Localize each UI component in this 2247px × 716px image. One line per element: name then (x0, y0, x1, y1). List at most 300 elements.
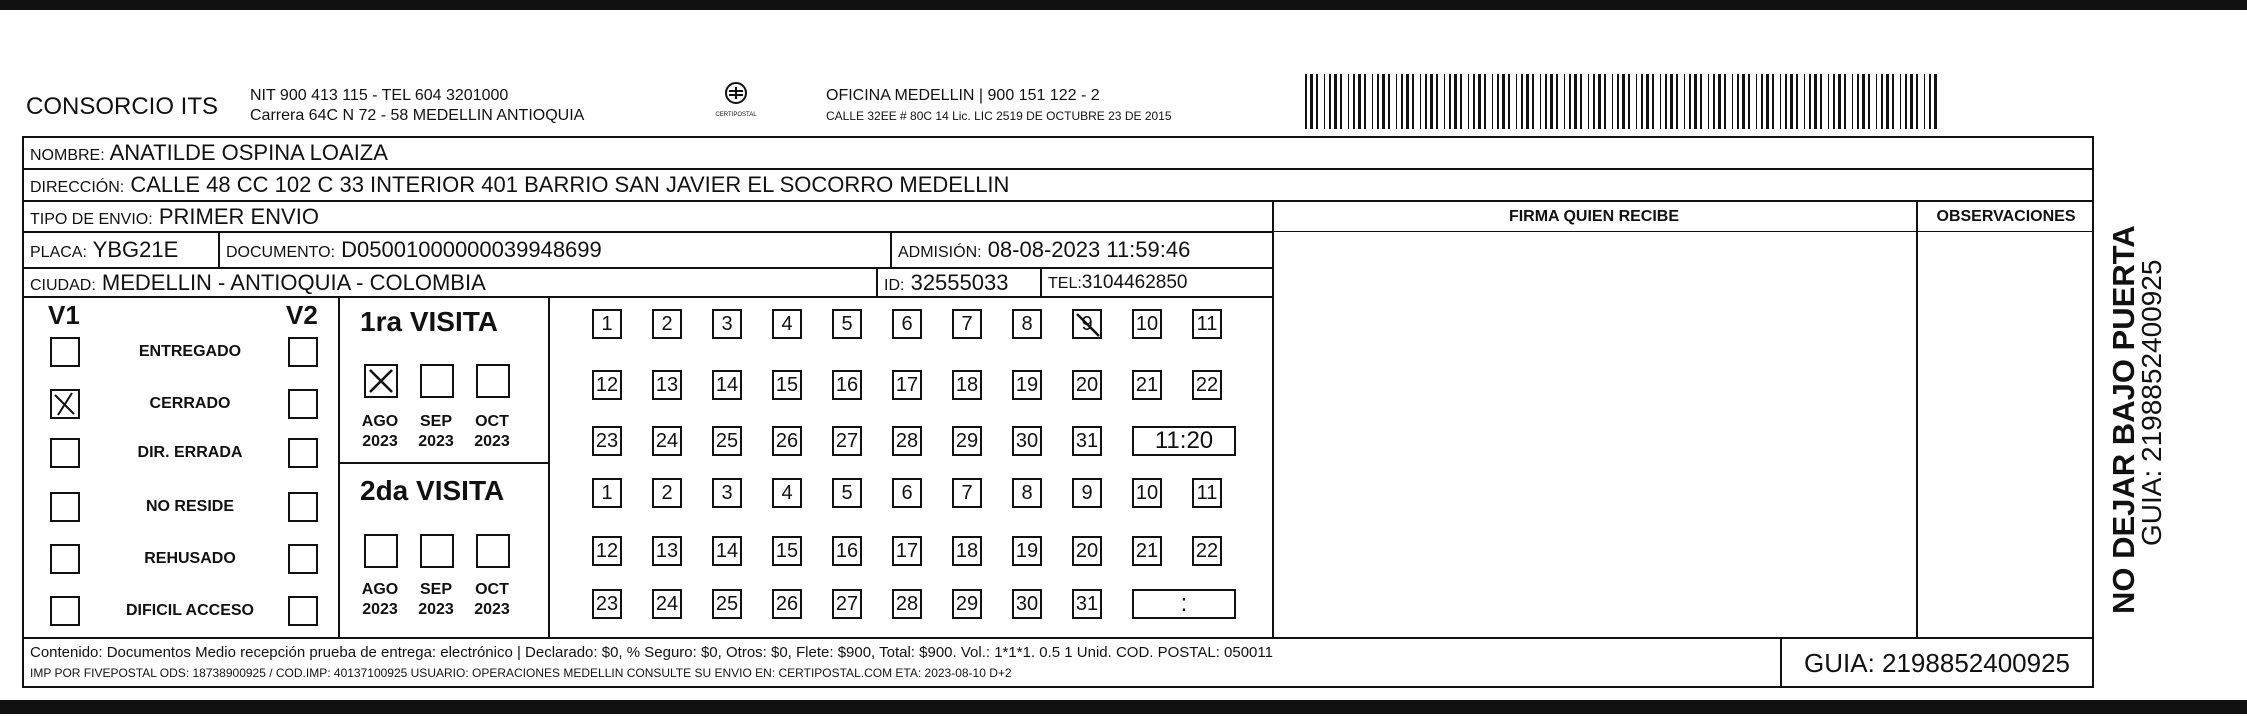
day-number: 20 (1075, 539, 1099, 562)
day-number: 21 (1135, 373, 1159, 396)
day-number: 23 (595, 592, 619, 615)
month-year: 2023 (362, 601, 398, 618)
rule (22, 231, 1272, 233)
first-visit-day-29[interactable] (952, 426, 982, 456)
barcode-bar (1532, 74, 1534, 129)
day-number: 31 (1075, 429, 1099, 452)
barcode-bar (1473, 74, 1475, 129)
second-visit-day-18[interactable] (952, 536, 982, 566)
day-number: 16 (835, 539, 859, 562)
barcode-bar (1556, 74, 1558, 129)
first-visit-day-12[interactable] (592, 370, 622, 400)
barcode-bar (1862, 74, 1865, 129)
first-visit-day-20[interactable] (1072, 370, 1102, 400)
barcode-bar (1406, 74, 1409, 129)
day-number: 30 (1015, 592, 1039, 615)
address-field (30, 172, 1009, 198)
nit-line: NIT 900 413 115 - TEL 604 3201000 (250, 87, 509, 104)
barcode-bar (1425, 74, 1427, 129)
barcode-bar (1724, 74, 1726, 129)
month-year: 2023 (418, 433, 454, 450)
barcode-bar (1636, 74, 1637, 129)
name-label: NOMBRE: (30, 147, 105, 164)
rule (1272, 200, 1274, 637)
barcode-bar (1564, 74, 1565, 129)
day-number: 31 (1075, 592, 1099, 615)
barcode-bar (1574, 74, 1577, 129)
day-number: 27 (835, 592, 859, 615)
second-visit-day-7[interactable] (952, 478, 982, 508)
second-visit-day-2[interactable] (652, 478, 682, 508)
barcode-bar (1569, 74, 1571, 129)
barcode-bar (1796, 74, 1798, 129)
barcode-bar (1628, 74, 1630, 129)
day-number: 7 (961, 312, 973, 335)
day-number: 10 (1135, 481, 1159, 504)
barcode-bar (1857, 74, 1859, 129)
barcode-bar (1742, 74, 1745, 129)
second-visit-month-box[interactable] (420, 534, 454, 568)
month-name: AGO (361, 581, 399, 598)
admission-label: ADMISIÓN: (898, 244, 982, 261)
day-number: 19 (1015, 539, 1039, 562)
month-name: SEP (419, 581, 452, 598)
first-visit-day-31[interactable] (1072, 426, 1102, 456)
check-mark-icon (52, 391, 78, 417)
barcode-bar (1478, 74, 1481, 129)
tel-field (1048, 272, 1187, 294)
side-tracking-number: GUIA: 2198852400925 (2136, 259, 2167, 546)
shipping-type-value: PRIMER ENVIO (158, 204, 319, 229)
day-number: 18 (955, 539, 979, 562)
second-visit-day-14[interactable] (712, 536, 742, 566)
document-label: DOCUMENTO: (226, 244, 336, 261)
second-visit-day-23[interactable] (592, 589, 622, 619)
barcode-bar (1905, 74, 1907, 129)
barcode-bar (1676, 74, 1678, 129)
day-number: 23 (595, 429, 619, 452)
barcode-bar (1420, 74, 1421, 129)
second-visit-day-19[interactable] (1012, 536, 1042, 566)
barcode-bar (1430, 74, 1433, 129)
second-visit-day-15[interactable] (772, 536, 802, 566)
rule (338, 462, 548, 464)
rule (1916, 200, 1918, 637)
day-number: 2 (661, 312, 673, 335)
day-number: 8 (1021, 312, 1033, 335)
day-number: 3 (721, 481, 733, 504)
barcode-bar (1334, 74, 1337, 129)
barcode-bar (1580, 74, 1582, 129)
month-name: OCT (475, 413, 509, 430)
v2-checkbox[interactable] (288, 544, 318, 574)
barcode-bar (1372, 74, 1373, 129)
day-number: 6 (901, 481, 913, 504)
observations-header: OBSERVACIONES (1936, 208, 2076, 225)
barcode-bar (1737, 74, 1739, 129)
day-number: 11 (1196, 312, 1218, 335)
first-visit-day-2[interactable] (652, 309, 682, 339)
v2-checkbox[interactable] (288, 438, 318, 468)
rule (338, 296, 340, 637)
day-number: 14 (715, 539, 739, 562)
day-number: 27 (835, 429, 859, 452)
barcode-bar (1641, 74, 1643, 129)
barcode-bar (1646, 74, 1649, 129)
first-visit-day-18[interactable] (952, 370, 982, 400)
rule (218, 231, 220, 267)
day-number: 29 (955, 592, 979, 615)
first-visit-day-8[interactable] (1012, 309, 1042, 339)
day-number: 29 (955, 429, 979, 452)
certipostal-logo (706, 82, 766, 118)
barcode-bar (1748, 74, 1750, 129)
second-visit-day-25[interactable] (712, 589, 742, 619)
barcode-bar (1484, 74, 1486, 129)
id-label: ID: (884, 277, 905, 294)
shipping-type-field (30, 204, 319, 230)
second-visit-day-5[interactable] (832, 478, 862, 508)
barcode-bar (1876, 74, 1877, 129)
v1-checkbox[interactable] (50, 492, 80, 522)
barcode-bar (1665, 74, 1667, 129)
barcode-bar (1444, 74, 1445, 129)
day-number: 30 (1015, 429, 1039, 452)
bottom-border (0, 700, 2247, 714)
second-visit-month-box[interactable] (476, 534, 510, 568)
barcode-bar (1732, 74, 1733, 129)
office-line: OFICINA MEDELLIN | 900 151 122 - 2 (826, 87, 1100, 104)
day-number: 26 (775, 429, 799, 452)
day-number: 28 (895, 592, 919, 615)
barcode-bar (1708, 74, 1709, 129)
barcode-bar (1833, 74, 1835, 129)
day-number: 26 (775, 592, 799, 615)
barcode-bar (1545, 74, 1547, 129)
day-number: 10 (1135, 312, 1159, 335)
second-visit-day-26[interactable] (772, 589, 802, 619)
barcode-bar (1388, 74, 1390, 129)
first-visit-day-27[interactable] (832, 426, 862, 456)
v2-checkbox[interactable] (288, 389, 318, 419)
second-visit-day-27[interactable] (832, 589, 862, 619)
barcode-bar (1916, 74, 1918, 129)
second-visit-day-11[interactable] (1192, 478, 1222, 508)
barcode-bar (1449, 74, 1451, 129)
first-visit-day-21[interactable] (1132, 370, 1162, 400)
first-visit-day-28[interactable] (892, 426, 922, 456)
barcode-bar (1814, 74, 1817, 129)
barcode-bar (1324, 74, 1325, 129)
city-value: MEDELLIN - ANTIOQUIA - COLOMBIA (101, 270, 486, 295)
barcode-bar (1820, 74, 1822, 129)
logo-text: CERTIPOSTAL (715, 112, 757, 118)
second-visit-day-22[interactable] (1192, 536, 1222, 566)
plate-field (30, 237, 178, 263)
barcode-bar (1353, 74, 1355, 129)
barcode-bar (1310, 74, 1313, 129)
barcode-bar (1305, 74, 1307, 129)
first-visit-day-26[interactable] (772, 426, 802, 456)
month-year: 2023 (362, 433, 398, 450)
barcode-bar (1804, 74, 1805, 129)
first-visit-day-14[interactable] (712, 370, 742, 400)
v1-checkbox[interactable] (50, 389, 80, 419)
day-number: 24 (655, 429, 679, 452)
day-number: 9 (1081, 481, 1093, 504)
day-number: 8 (1021, 481, 1033, 504)
day-number: 5 (841, 312, 853, 335)
day-number: 18 (955, 373, 979, 396)
first-visit-day-6[interactable] (892, 309, 922, 339)
barcode-bar (1852, 74, 1853, 129)
license-line: CALLE 32EE # 80C 14 Lic. LIC 2519 DE OCTUBRE 23 DE 2015 (826, 109, 1172, 123)
barcode-bar (1508, 74, 1510, 129)
v2-header: V2 (286, 300, 318, 330)
name-value: ANATILDE OSPINA LOAIZA (109, 140, 388, 165)
top-border (0, 0, 2247, 10)
barcode-bar (1588, 74, 1589, 129)
shipping-type-label: TIPO DE ENVIO: (30, 211, 153, 228)
v2-checkbox[interactable] (288, 492, 318, 522)
first-visit-day-25[interactable] (712, 426, 742, 456)
address-value: CALLE 48 CC 102 C 33 INTERIOR 401 BARRIO SAN JAVIER EL SOCORRO MEDELLIN (130, 172, 1010, 197)
day-number: 13 (655, 539, 679, 562)
v1-checkbox[interactable] (50, 596, 80, 626)
day-number: 25 (715, 592, 739, 615)
barcode-bar (1689, 74, 1691, 129)
first-visit-month-box[interactable] (364, 364, 398, 398)
v1-checkbox[interactable] (50, 438, 80, 468)
month-label (464, 412, 520, 452)
first-visit-day-19[interactable] (1012, 370, 1042, 400)
second-visit-day-10[interactable] (1132, 478, 1162, 508)
barcode-bar (1713, 74, 1715, 129)
month-label (408, 412, 464, 452)
barcode-bar (1780, 74, 1781, 129)
barcode-bar (1809, 74, 1811, 129)
barcode-bar (1718, 74, 1721, 129)
first-visit-day-5[interactable] (832, 309, 862, 339)
first-visit-month-box[interactable] (476, 364, 510, 398)
month-name: SEP (419, 413, 452, 430)
day-number: 1 (601, 481, 613, 504)
day-number: 7 (961, 481, 973, 504)
check-mark-icon (1074, 311, 1102, 339)
day-number: 16 (835, 373, 859, 396)
rule (890, 231, 892, 267)
barcode-bar (1604, 74, 1606, 129)
second-visit-day-3[interactable] (712, 478, 742, 508)
barcode-bar (1598, 74, 1601, 129)
first-visit-day-11[interactable] (1192, 309, 1222, 339)
first-visit-day-10[interactable] (1132, 309, 1162, 339)
second-visit-day-28[interactable] (892, 589, 922, 619)
barcode-bar (1881, 74, 1883, 129)
check-mark-icon (366, 366, 396, 396)
first-visit-day-24[interactable] (652, 426, 682, 456)
day-number: 15 (775, 539, 799, 562)
first-visit-day-30[interactable] (1012, 426, 1042, 456)
day-number: 22 (1195, 373, 1219, 396)
v1-checkbox[interactable] (50, 337, 80, 367)
first-visit-title: 1ra VISITA (360, 306, 498, 337)
second-visit-day-20[interactable] (1072, 536, 1102, 566)
status-label: DIR. ERRADA (137, 444, 243, 461)
barcode-bar (1617, 74, 1619, 129)
month-year: 2023 (418, 601, 454, 618)
barcode-bar (1828, 74, 1829, 129)
barcode-bar (1924, 74, 1925, 129)
day-number: 12 (595, 539, 619, 562)
barcode-bar (1892, 74, 1894, 129)
barcode-bar (1670, 74, 1673, 129)
second-visit-day-4[interactable] (772, 478, 802, 508)
month-label (408, 580, 464, 620)
rule (22, 296, 1272, 298)
print-info-line: IMP POR FIVEPOSTAL ODS: 18738900925 / COD.IMP: 40137100925 USUARIO: OPERACIONES MEDELLIN CONSULTE SU ENVIO EN: CERTIPOSTAL.COM ETA: 2023-08-10 D+2 (30, 666, 1012, 680)
barcode-bar (1468, 74, 1469, 129)
day-number: 4 (781, 312, 793, 335)
day-number: 14 (715, 373, 739, 396)
first-visit-day-15[interactable] (772, 370, 802, 400)
month-label (464, 580, 520, 620)
barcode-bar (1886, 74, 1889, 129)
admission-field (898, 237, 1190, 263)
document-value: D05001000000039948699 (341, 237, 602, 262)
first-visit-time[interactable]: 11:20 (1132, 426, 1236, 456)
status-label: ENTREGADO (138, 343, 242, 360)
first-visit-day-23[interactable] (592, 426, 622, 456)
second-visit-day-30[interactable] (1012, 589, 1042, 619)
day-number: 17 (895, 373, 919, 396)
barcode-bar (1900, 74, 1901, 129)
id-value: 32555033 (910, 270, 1009, 295)
second-visit-day-31[interactable] (1072, 589, 1102, 619)
second-visit-month-box[interactable] (364, 534, 398, 568)
second-visit-day-8[interactable] (1012, 478, 1042, 508)
document-field (226, 237, 602, 263)
rule (876, 267, 878, 296)
second-visit-day-17[interactable] (892, 536, 922, 566)
first-visit-day-17[interactable] (892, 370, 922, 400)
barcode-bar (1790, 74, 1793, 129)
day-number: 19 (1015, 373, 1039, 396)
second-visit-day-16[interactable] (832, 536, 862, 566)
address-line: Carrera 64C N 72 - 58 MEDELLIN ANTIOQUIA (250, 107, 585, 124)
first-visit-day-9[interactable] (1072, 309, 1102, 339)
address-label: DIRECCIÓN: (30, 179, 125, 196)
first-visit-day-3[interactable] (712, 309, 742, 339)
barcode-bar (1761, 74, 1763, 129)
first-visit-day-13[interactable] (652, 370, 682, 400)
day-number: 13 (655, 373, 679, 396)
day-number: 15 (775, 373, 799, 396)
day-number: 24 (655, 592, 679, 615)
barcode-bar (1652, 74, 1654, 129)
day-number: 6 (901, 312, 913, 335)
month-year: 2023 (474, 433, 510, 450)
first-visit-day-16[interactable] (832, 370, 862, 400)
first-visit-month-box[interactable] (420, 364, 454, 398)
barcode-bar (1454, 74, 1457, 129)
barcode-bar (1497, 74, 1499, 129)
v1-checkbox[interactable] (50, 544, 80, 574)
barcode-bar (1756, 74, 1757, 129)
day-number: 4 (781, 481, 793, 504)
barcode-bar (1516, 74, 1517, 129)
barcode-bar (1550, 74, 1553, 129)
day-number: 25 (715, 429, 739, 452)
first-visit-day-1[interactable] (592, 309, 622, 339)
second-visit-day-9[interactable] (1072, 478, 1102, 508)
status-label: REHUSADO (144, 550, 236, 567)
tel-label: TEL: (1048, 275, 1082, 292)
status-label: CERRADO (149, 395, 231, 412)
second-visit-day-24[interactable] (652, 589, 682, 619)
status-label: NO RESIDE (145, 498, 234, 515)
day-number: 11 (1196, 481, 1218, 504)
second-visit-day-12[interactable] (592, 536, 622, 566)
second-visit-day-29[interactable] (952, 589, 982, 619)
day-number: 5 (841, 481, 853, 504)
city-label: CIUDAD: (30, 277, 96, 294)
barcode-bar (1358, 74, 1361, 129)
v1-header: V1 (48, 300, 80, 330)
barcode-bar (1382, 74, 1385, 129)
first-visit-day-22[interactable] (1192, 370, 1222, 400)
plate-value: YBG21E (92, 237, 179, 262)
barcode-bar (1316, 74, 1318, 129)
v2-checkbox[interactable] (288, 596, 318, 626)
second-visit-day-1[interactable] (592, 478, 622, 508)
barcode-bar (1540, 74, 1541, 129)
company-info (250, 86, 584, 126)
day-number: 9 (1081, 312, 1093, 335)
day-number: 3 (721, 312, 733, 335)
barcode-bar (1622, 74, 1625, 129)
day-number: 1 (601, 312, 613, 335)
second-visit-time[interactable]: : (1132, 589, 1236, 619)
name-field (30, 140, 388, 166)
tel-value: 3104462850 (1081, 272, 1188, 293)
barcode-bar (1526, 74, 1529, 129)
first-visit-day-4[interactable] (772, 309, 802, 339)
barcode-bar (1593, 74, 1595, 129)
barcode-bar (1772, 74, 1774, 129)
barcode-bar (1694, 74, 1697, 129)
month-year: 2023 (474, 601, 510, 618)
barcode-bar (1436, 74, 1438, 129)
contents-line: Contenido: Documentos Medio recepción prueba de entrega: electrónico | Declarado: $0, % Seguro: $0, Otros: $0, Flete: $900, Total: $900. Vol.: 1*1*1. 0.5 1 Unid. COD. POSTAL: 050011 (30, 644, 1273, 661)
barcode-bar (1460, 74, 1462, 129)
barcode-bar (1521, 74, 1523, 129)
month-label (352, 412, 408, 452)
barcode-bar (1929, 74, 1931, 129)
second-visit-day-21[interactable] (1132, 536, 1162, 566)
day-number: 2 (661, 481, 673, 504)
second-visit-day-6[interactable] (892, 478, 922, 508)
second-visit-day-13[interactable] (652, 536, 682, 566)
rule (22, 637, 2094, 639)
day-number: 22 (1195, 539, 1219, 562)
barcode-bar (1660, 74, 1661, 129)
barcode-bar (1868, 74, 1870, 129)
first-visit-day-7[interactable] (952, 309, 982, 339)
barcode-bar (1396, 74, 1397, 129)
month-label (352, 580, 408, 620)
v2-checkbox[interactable] (288, 337, 318, 367)
